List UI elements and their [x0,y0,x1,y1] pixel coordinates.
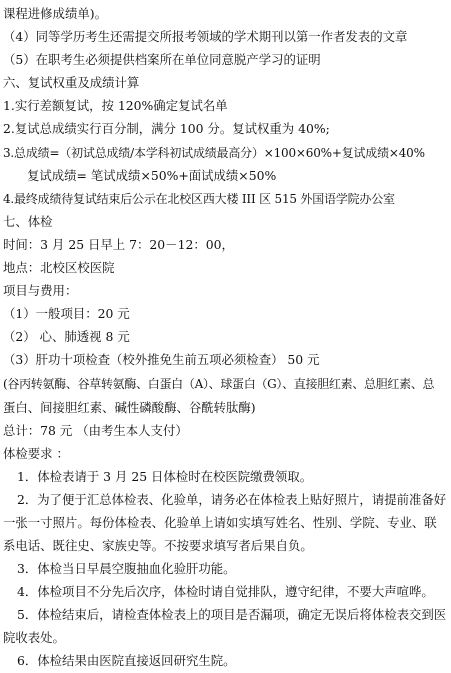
text-line: 6．体检结果由医院直接返回研究生院。 [17,653,236,668]
text-line: 4.最终成绩待复试结束后公示在北校区西大楼 III 区 515 外国语学院办公室 [3,192,395,206]
text-line: 蛋白、间接胆红素、碱性磷酸酶、谷酰转肽酶) [3,400,256,415]
section-heading: 七、体检 [3,214,53,229]
text-line: 时间：3 月 25 日早上 7：20－12：00， [3,237,234,252]
text-line: 项目与费用： [3,283,78,298]
text-line: （3）肝功十项检查（校外推免生前五项必须检查） 50 元 [3,352,320,367]
text-line: 3．体检当日早晨空腹抽血化验肝功能。 [17,561,236,576]
text-line: 2.复试总成绩实行百分制，满分 100 分。复试权重为 40%; [3,121,330,136]
text-line: 3.总成绩=（初试总成绩/本学科初试成绩最高分）×100×60%+复试成绩×40% [3,146,425,160]
text-line: 5．体检结束后，请检查体检表上的项目是否漏项，确定无误后将体检表交到医 [17,607,447,622]
text-line: (谷丙转氨酶、谷草转氨酶、白蛋白（A）、球蛋白（G）、直接胆红素、总胆红素、总 [3,377,435,391]
text-line: （1）一般项目：20 元 [3,306,130,321]
section-heading: 六、复试权重及成绩计算 [3,75,140,90]
text-line: 复试成绩= 笔试成绩×50%+面试成绩×50% [27,168,277,183]
text-line: （2） 心、肺透视 8 元 [3,329,130,344]
text-line: 4．体检项目不分先后次序，体检时请自觉排队，遵守纪律，不要大声喧哗。 [17,584,434,599]
text-line: （4）同等学历考生还需提交所报考领域的学术期刊以第一作者发表的文章 [3,29,408,44]
text-line: 一张一寸照片。每份体检表、化验单上请如实填写姓名、性别、学院、专业、联 [3,515,437,530]
text-line: 课程进修成绩单)。 [3,6,107,21]
text-line: 体检要求 ： [3,446,69,461]
text-line: 院收表处。 [3,630,65,645]
text-line: 总计：78 元 （由考生本人支付） [3,423,188,438]
text-line: 1.实行差额复试，按 120%确定复试名单 [3,98,228,113]
text-line: 1．体检表请于 3 月 25 日体检时在校医院缴费领取。 [17,469,313,484]
text-line: （5）在职考生必须提供档案所在单位同意脱产学习的证明 [3,52,321,67]
text-line: 2．为了便于汇总体检表、化验单，请务必在体检表上贴好照片，请提前准备好 [17,492,447,507]
text-line: 系电话、既往史、家族史等。不按要求填写者后果自负。 [3,538,313,553]
text-line: 地点：北校区校医院 [3,260,115,275]
